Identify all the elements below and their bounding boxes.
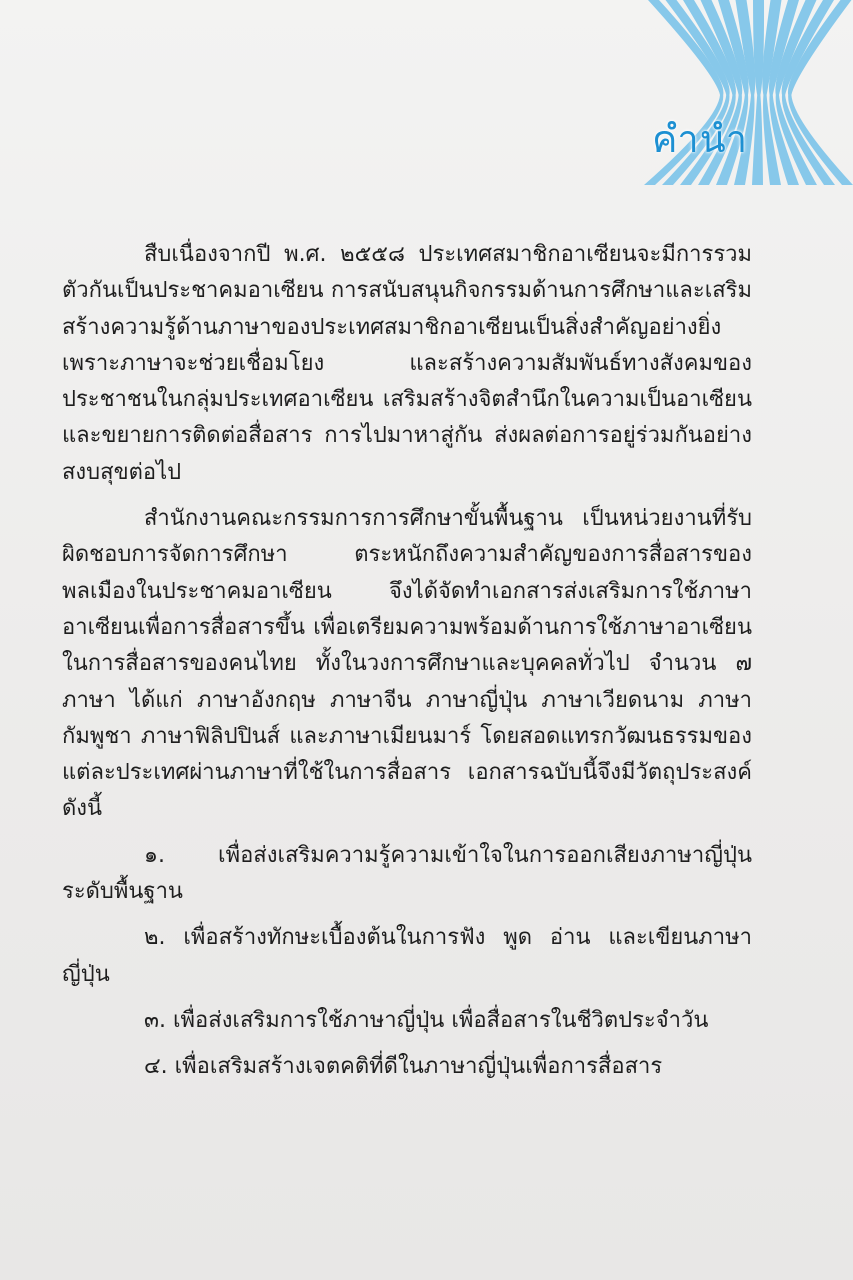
objective-item-2: ๒. เพื่อสร้างทักษะเบื้องต้นในการฟัง พูด อ่าน และเขียนภาษาญี่ปุ่น	[62, 925, 752, 987]
objectives-list	[62, 838, 752, 1086]
objective-item-4: ๔. เพื่อเสริมสร้างเจตคติที่ดีในภาษาญี่ปุ่นเพื่อการสื่อสาร	[144, 1054, 663, 1080]
page-title: คำนำ	[652, 117, 749, 161]
foreword-paragraph-1: สืบเนื่องจากปี พ.ศ. ๒๕๕๘ ประเทศสมาชิกอาเซียนจะมีการรวมตัวกันเป็นประชาคมอาเซียน การสนับสนุนกิจกรรมด้านการศึกษาและเสริมสร้างความรู้ด้านภาษาของประเทศสมาชิกอาเซียนเป็นสิ่งสำคัญอย่างยิ่ง เพราะภาษาจะช่วยเชื่อมโยง และสร้างความสัมพันธ์ทางสังคมของประชาชนในกลุ่มประเทศอาเซียน เสริมสร้างจิตสำนึกในความเป็นอาเซียนและขยายการติดต่อสื่อสาร การไปมาหาสู่กัน ส่งผลต่อการอยู่ร่วมกันอย่างสงบสุขต่อไป	[62, 242, 752, 485]
objective-item-1: ๑. เพื่อส่งเสริมความรู้ความเข้าใจในการออกเสียงภาษาญี่ปุ่นระดับพื้นฐาน	[62, 842, 752, 905]
foreword-paragraph-2: สำนักงานคณะกรรมการการศึกษาขั้นพื้นฐาน เป็นหน่วยงานที่รับผิดชอบการจัดการศึกษา ตระหนักถึงความสำคัญของการสื่อสารของพลเมืองในประชาคมอาเซียน จึงได้จัดทำเอกสารส่งเสริมการใช้ภาษาอาเซียนเพื่อการสื่อสารขึ้น เพื่อเตรียมความพร้อมด้านการใช้ภาษาอาเซียนในการสื่อสารของคนไทย ทั้งในวงการศึกษาและบุคคลทั่วไป จำนวน ๗ ภาษา ได้แก่ ภาษาอังกฤษ ภาษาจีน ภาษาญี่ปุ่น ภาษาเวียดนาม ภาษากัมพูชา ภาษาฟิลิปปินส์ และภาษาเมียนมาร์ โดยสอดแทรกวัฒนธรรมของแต่ละประเทศผ่านภาษาที่ใช้ในการสื่อสาร เอกสารฉบับนี้จึงมีวัตถุประสงค์ ดังนี้	[62, 506, 752, 822]
foreword-body	[62, 237, 752, 1086]
objective-item-3: ๓. เพื่อส่งเสริมการใช้ภาษาญี่ปุ่น เพื่อสื่อสารในชีวิตประจำวัน	[144, 1007, 709, 1033]
